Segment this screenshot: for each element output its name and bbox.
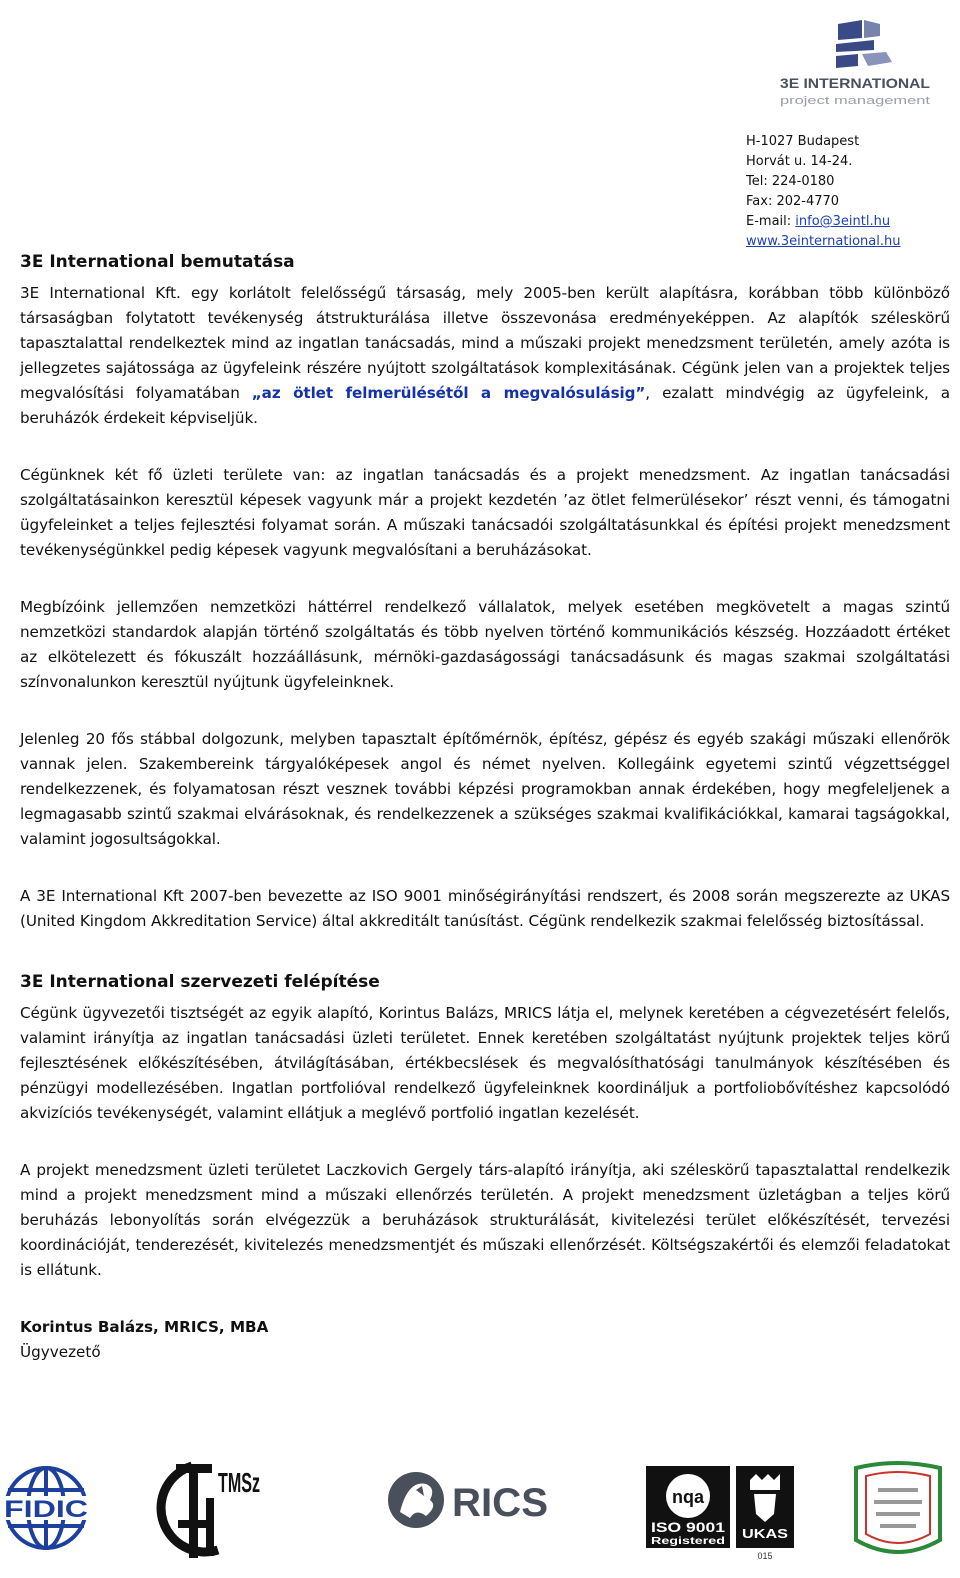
tmsz-logo — [148, 1458, 264, 1560]
website-link[interactable]: www.3einternational.hu — [746, 234, 901, 249]
intro-text-b: , ezalatt mindvégig az ügyfeleink, a beruházók érdekeit képviseljük. — [20, 384, 950, 427]
iso-9001-text: ISO 9001 — [651, 1519, 726, 1535]
logo-name: 3E INTERNATIONAL — [780, 75, 931, 91]
signatory-name: Korintus Balázs, MRICS, MBA — [20, 1318, 269, 1336]
section-title-organization: 3E International szervezeti felépítése — [20, 972, 380, 992]
iso-ukas-logo — [646, 1466, 796, 1562]
phone-number: Tel: 224-0180 — [746, 174, 835, 189]
logo-tagline: project management — [780, 95, 930, 107]
3e-international-logo — [776, 18, 932, 112]
org-paragraph-1: Cégünk ügyvezetői tisztségét az egyik alapító, Korintus Balázs, MRICS látja el, melynek keretében a cégvezetésért felelős, valamint irányítja az ingatlan tanácsadási üzleti területet. Ennek keretében szolgáltatást nyújtunk projektek teljes körű fejlesztésének előkészítésében, átvilágításában, értékbecslések és megvalósíthatósági tanulmányok készítésében és pénzügyi modellezésében. Ingatlan portfolióval rendelkező ügyfeleinknek koordináljuk a portfoliobővítéshez kapcsolódó akvizíciós tevékenységét, valamint ellátjuk a meglévő portfolió ingatlan kezelését. — [20, 1004, 950, 1122]
fax-number: Fax: 202-4770 — [746, 194, 840, 209]
intro-paragraph-5: A 3E International Kft 2007-ben bevezette az ISO 9001 minőségirányítási rendszert, és 2008 során megszerezte az UKAS (United Kingdom Akkreditation Service) által akkreditált tanúsítást. Cégünk rendelkezik szakmai felelősség biztosítással. — [20, 887, 950, 930]
company-logo — [776, 18, 932, 112]
intro-text-a: 3E International Kft. egy korlátolt felelősségű társaság, mely 2005-ben került alapításra, korábban több különböző társaságban folytatott tevékenység átstrukturálása illetve összevonása eredményeképpen. Az alapítók széleskörű tapasztalattal rendelkeztek mind az ingatlan tanácsadás, mind a műszaki projekt menedzsment területén, amely azóta is jellegzetes sajátossága az ügyfeleink részére nyújtott szolgáltatások komplexitásának. Cégünk jelen van a projektek teljes megvalósítási folyamatában — [20, 284, 950, 402]
section-title-intro: 3E International bemutatása — [20, 252, 295, 272]
registered-text: Registered — [651, 1536, 725, 1547]
nqa-iso-logo — [646, 1466, 796, 1562]
rics-lion-logo — [386, 1466, 550, 1536]
membership-logos — [0, 1458, 960, 1568]
ukas-code: 015 — [757, 1551, 773, 1561]
address-line-1: H-1027 Budapest — [746, 134, 860, 149]
ukas-text: UKAS — [742, 1526, 789, 1541]
rics-text: RICS — [452, 1481, 548, 1525]
intro-paragraph-2: Cégünknek két fő üzleti területe van: az ingatlan tanácsadás és a projekt menedzsment. Az ingatlan tanácsadási szolgáltatásainkon keresztül képesek vagyunk már a projekt kezdetén ’az ötlet felmerülésekor’ részt venni, és támogatni ügyfeleinket a teljes fejlesztési folyamat során. A műszaki tanácsadói szolgáltatásunkkal és építési projekt menedzsment tevékenységünkkel pedig képesek vagyunk megvalósítani a beruházásokat. — [20, 466, 950, 559]
signatory-role: Ügyvezető — [20, 1343, 101, 1361]
rics-logo — [386, 1466, 550, 1536]
nqa-text: nqa — [671, 1487, 705, 1507]
address-line-2: Horvát u. 14-24. — [746, 154, 853, 169]
slogan-highlight: „az ötlet felmerülésétől a megvalósulásig” — [251, 384, 646, 402]
signature-block — [20, 1315, 950, 1365]
msz-certified-logo — [850, 1458, 946, 1564]
email-line — [746, 212, 900, 232]
email-link[interactable]: info@3eintl.hu — [795, 214, 891, 229]
fidic-logo — [0, 1458, 92, 1558]
intro-paragraph-4: Jelenleg 20 fős stábbal dolgozunk, melyben tapasztalt építőmérnök, építész, gépész és egyéb szakági műszaki ellenőrök vannak jelen. Szakembereink tárgyalóképesek angol és német nyelven. Kollegáink egyetemi szintű végzettséggel rendelkezzenek, és folyamatosan részt vesznek további képzési programokban annak érdekében, hogy megfeleljenek a legmagasabb szintű szakmai elvárásoknak, és rendelkezzenek a szükséges szakmai kvalifikációkkal, kamarai tagságokkal, valamint jogosultságokkal. — [20, 730, 950, 848]
document-body — [20, 250, 950, 1365]
fidic-globe-logo — [0, 1458, 92, 1558]
email-label: E-mail: — [746, 214, 796, 229]
fidic-text: FIDIC — [4, 1496, 88, 1523]
tmsz-text: TMSz — [218, 1467, 260, 1498]
msz-certified-seal — [850, 1458, 946, 1564]
intro-paragraph-3: Megbízóink jellemzően nemzetközi háttérrel rendelkező vállalatok, melyek esetében megkövetelt a magas szintű nemzetközi standardok alapján történő szolgáltatás és több nyelven történő kommunikációs készség. Hozzáadott értéket az elkötelezett és fókuszált hozzáállásunk, mérnöki-gazdaságossági tanácsadásunk és magas szakmai szolgáltatási színvonalunkon keresztül nyújtunk ügyfeleinknek. — [20, 598, 950, 691]
org-paragraph-2: A projekt menedzsment üzleti területet Laczkovich Gergely társ-alapító irányítja, aki széleskörű tapasztalattal rendelkezik mind a projekt menedzsment mind a műszaki ellenőrzés területén. A projekt menedzsment üzletágban a teljes körű beruházás lebonyolítás során elvégezzük a beruházások strukturálását, kivitelezési terület előkészítését, tervezési koordinációját, tenderezését, kivitelezés menedzsmentjét és műszaki ellenőrzését. Költségszakértői és elemzői feladatokat is ellátunk. — [20, 1161, 950, 1279]
intro-paragraph-1 — [20, 281, 950, 431]
company-address — [746, 132, 900, 252]
tmsz-logo — [148, 1458, 264, 1560]
